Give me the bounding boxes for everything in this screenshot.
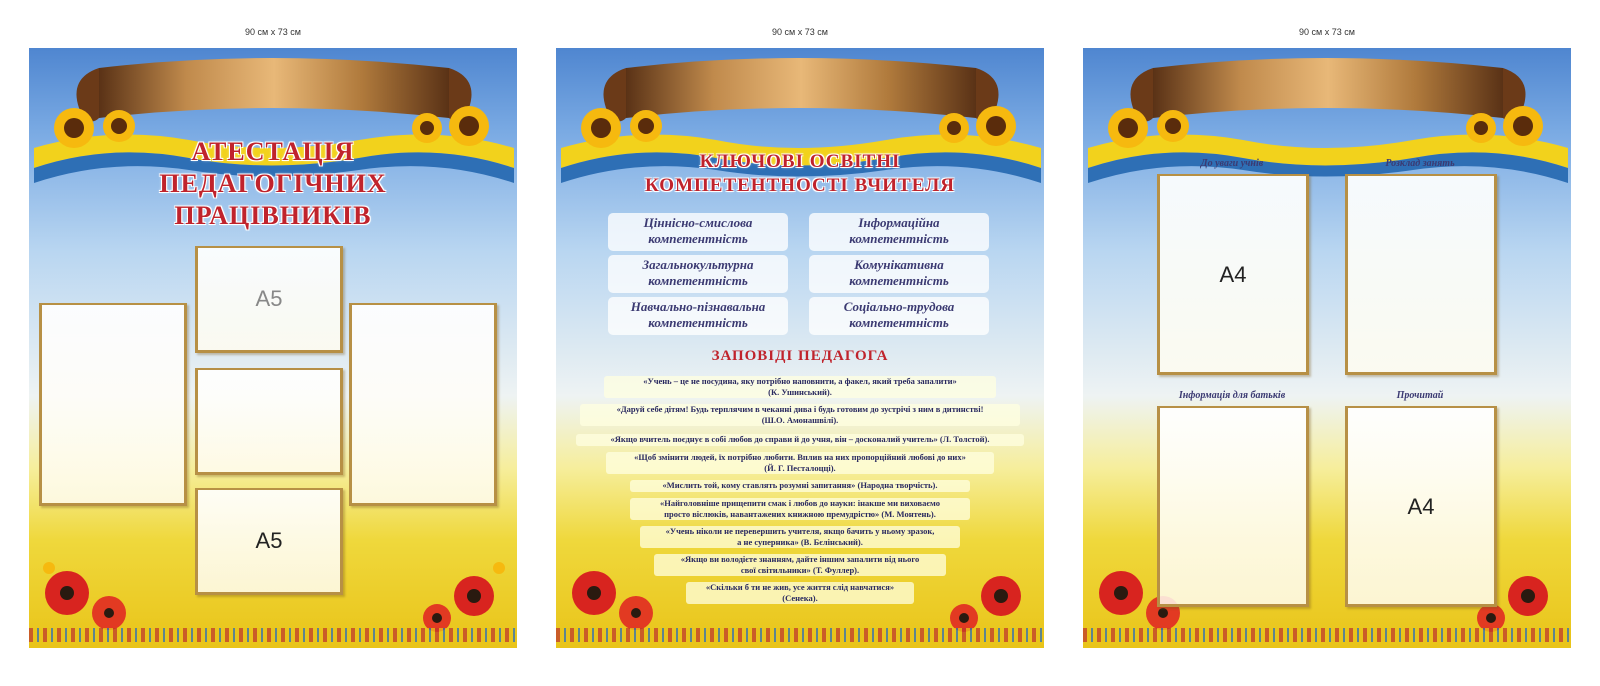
competence-card	[809, 213, 989, 251]
pocket-right	[349, 303, 497, 506]
quote-text: «Даруй себе дітям! Будь терплячим в чеканні дива і будь готовим до зустрічі з ним в дитинстві!	[616, 404, 984, 414]
competence-word: компетентність	[849, 231, 949, 246]
pocket-a4-bottom-right	[1345, 406, 1497, 607]
competence-name: Навчально-пізнавальна	[630, 299, 766, 314]
quote-text: «Якщо ви володієте знанням, дайте іншим запалити від нього	[680, 554, 920, 564]
quote-item	[606, 452, 994, 474]
quote-text: «Учень ніколи не перевершить учителя, якщо бачить у ньому зразок,	[665, 526, 935, 536]
ornament-border	[556, 628, 1044, 642]
pocket-label: A4	[1407, 494, 1435, 519]
pocket-a4-top-left	[1157, 174, 1309, 375]
competence-name: Комунікативна	[854, 257, 944, 272]
quote-item	[630, 480, 970, 492]
title-line: КЛЮЧОВІ ОСВІТНІ	[699, 151, 901, 172]
ornament-border	[29, 628, 517, 642]
quote-text: «Найголовніше прищепити смак і любов до науки: інакше ми виховаємо	[660, 498, 940, 508]
pocket-title: Інформація для батьків	[1178, 390, 1286, 401]
competence-name: Інформаційна	[858, 215, 940, 230]
quote-author: (Сенека).	[782, 592, 818, 603]
quote-author: а не суперника» (В. Бєлінський).	[737, 536, 863, 547]
competence-word: компетентність	[648, 273, 748, 288]
quote-text: «Мислить той, кому ставлять розумні запитання» (Народна творчість).	[662, 480, 938, 490]
competence-card	[809, 255, 989, 293]
pocket-a5-bottom	[195, 488, 343, 595]
pocket-label: A5	[255, 528, 283, 553]
quote-item	[686, 582, 914, 604]
size-label-board-2: 90 см х 73 см	[772, 27, 828, 37]
competence-word: компетентність	[849, 315, 949, 330]
pocket-top-right	[1345, 174, 1497, 375]
quote-item	[630, 498, 970, 520]
quote-text: «Учень – це не посудина, яку потрібно наповнити, а факел, який треба запалити»	[643, 376, 957, 386]
section-title: ЗАПОВІДІ ПЕДАГОГА	[711, 348, 889, 364]
title-line: ПЕДАГОГІЧНИХ	[159, 169, 387, 198]
competence-card	[608, 255, 788, 293]
quote-author: (Й. Г. Песталоцці).	[764, 462, 836, 473]
pocket-title: До уваги учнів	[1200, 158, 1264, 169]
competence-card	[809, 297, 989, 335]
competence-name: Ціннісно-смислова	[643, 215, 753, 230]
title-line: ПРАЦІВНИКІВ	[174, 201, 372, 230]
pocket-label: A5	[255, 286, 283, 311]
board-attestation	[29, 48, 517, 648]
pocket-middle	[195, 368, 343, 475]
page-title	[29, 136, 517, 232]
pocket-title: Розклад занять	[1385, 158, 1455, 169]
competence-word: компетентність	[849, 273, 949, 288]
quote-item	[576, 434, 1024, 446]
size-label-board-1: 90 см х 73 см	[245, 27, 301, 37]
quote-author: свої світильники» (Т. Фуллер).	[740, 564, 860, 575]
quote-author: (Ш.О. Амонашвілі).	[761, 414, 839, 425]
competence-word: компетентність	[648, 315, 748, 330]
quote-text: «Якщо вчитель поєднує в собі любов до справи й до учня, він – досконалий учитель» (Л. Толстой).	[610, 434, 990, 444]
pocket-label: A4	[1219, 262, 1247, 287]
quote-text: «Щоб змінити людей, їх потрібно любити. Вплив на них пропорційний любові до них»	[634, 452, 966, 462]
pocket-title: Прочитай	[1396, 390, 1444, 401]
competence-name: Загальнокультурна	[642, 257, 754, 272]
quote-item	[654, 554, 946, 576]
board-info	[1083, 48, 1571, 648]
competence-word: компетентність	[648, 231, 748, 246]
ornament-border	[1083, 628, 1571, 642]
board-competences	[556, 48, 1044, 648]
title-line: КОМПЕТЕНТНОСТІ ВЧИТЕЛЯ	[644, 175, 955, 196]
page-title	[556, 150, 1044, 198]
title-line: АТЕСТАЦІЯ	[191, 137, 355, 166]
pocket-bottom-left	[1157, 406, 1309, 607]
size-label-board-3: 90 см х 73 см	[1299, 27, 1355, 37]
quote-item	[580, 404, 1020, 426]
competence-card	[608, 297, 788, 335]
quote-text: «Скільки б ти не жив, усе життя слід навчатися»	[705, 582, 895, 592]
pocket-a5-top	[195, 246, 343, 353]
quote-author: просто віслюків, навантажених книжною премудрістю» (М. Монтень).	[664, 508, 936, 519]
pocket-left	[39, 303, 187, 506]
quote-author: (К. Ушинський).	[768, 386, 832, 397]
quote-item	[640, 526, 960, 548]
competence-card	[608, 213, 788, 251]
competence-name: Соціально-трудова	[843, 299, 955, 314]
quote-item	[604, 376, 996, 398]
